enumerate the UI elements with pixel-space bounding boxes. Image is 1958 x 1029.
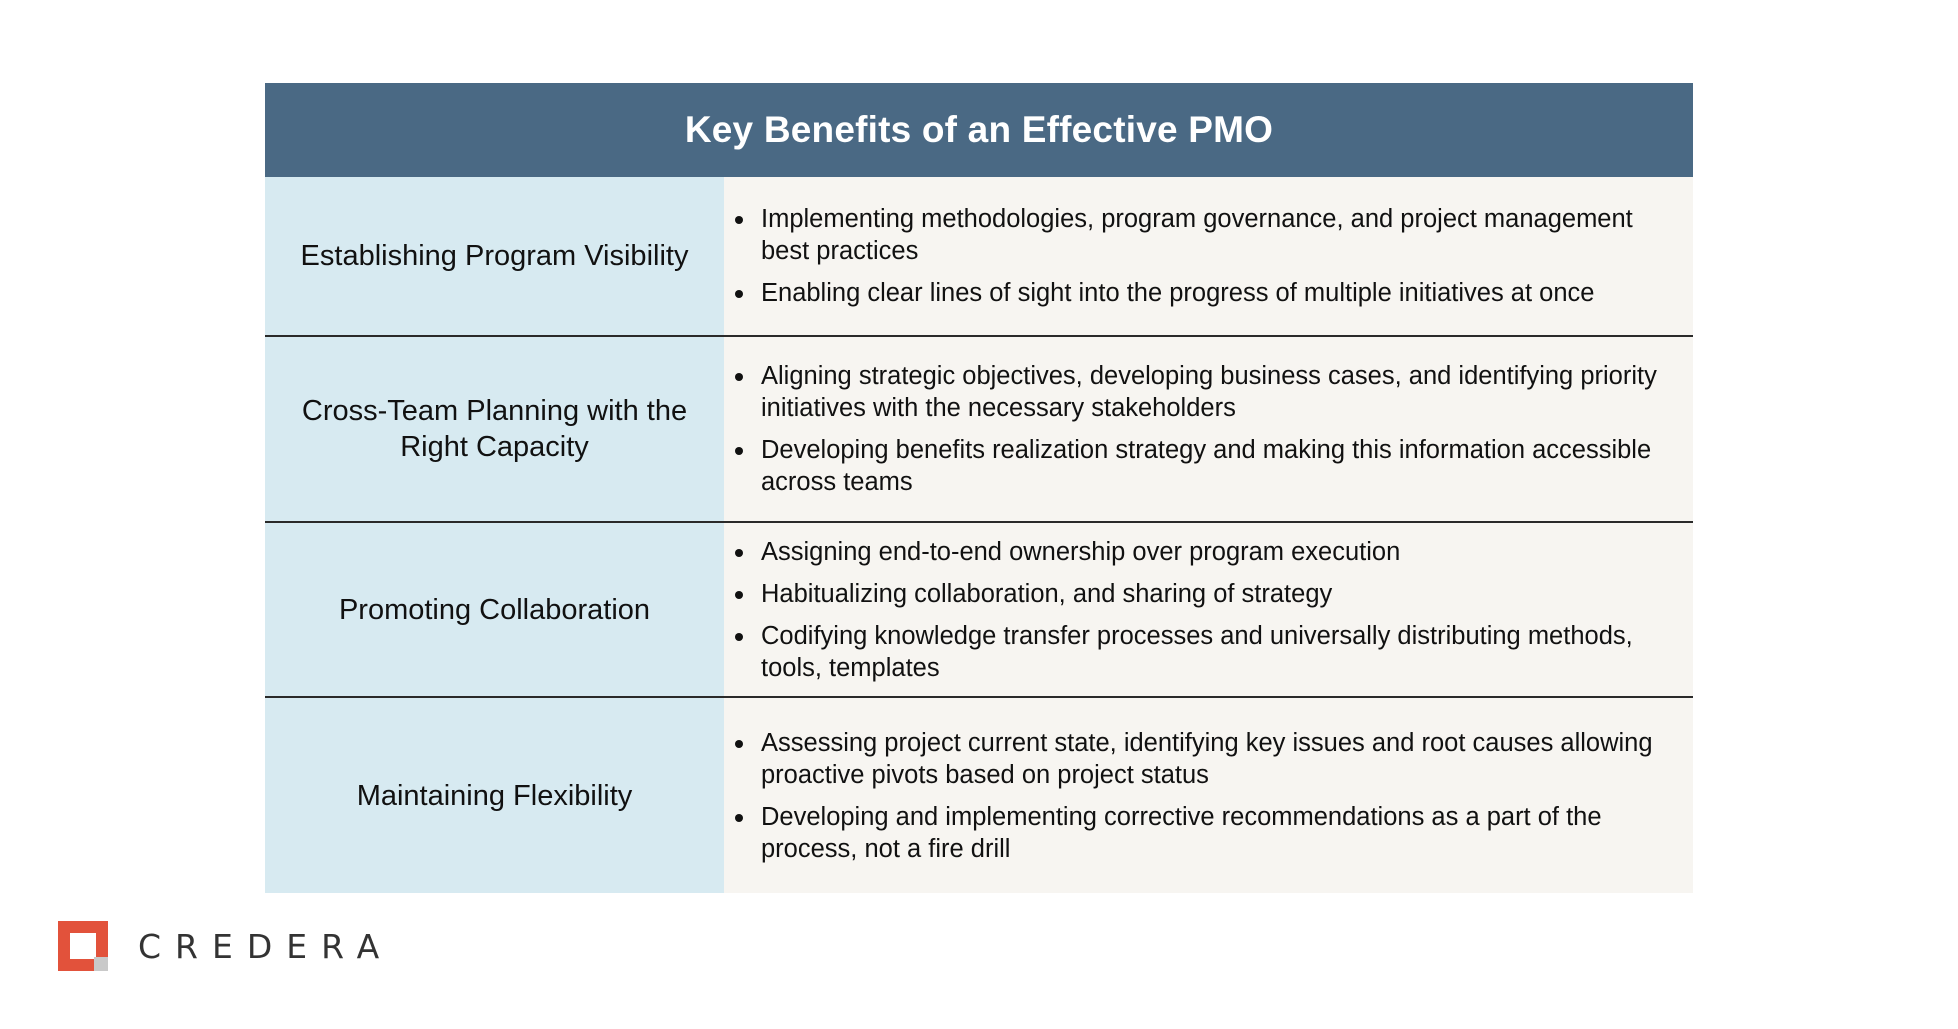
bullet-list (724, 717, 1663, 875)
bullet-item: Enabling clear lines of sight into the progress of multiple initiatives at once (724, 277, 1663, 309)
row-content (724, 337, 1693, 521)
row-content (724, 523, 1693, 696)
benefits-table (265, 83, 1693, 893)
credera-logo (58, 921, 393, 971)
row-label: Promoting Collaboration (265, 523, 724, 696)
table-row (265, 698, 1693, 893)
bullet-item: Developing and implementing corrective recommendations as a part of the process, not a fire drill (724, 801, 1663, 865)
bullet-list (724, 193, 1663, 319)
table-row (265, 177, 1693, 337)
row-label: Establishing Program Visibility (265, 177, 724, 335)
table-row (265, 523, 1693, 698)
bullet-item: Aligning strategic objectives, developing business cases, and identifying priority initiatives with the necessary stakeholders (724, 360, 1663, 424)
bullet-list (724, 350, 1663, 508)
row-label: Maintaining Flexibility (265, 698, 724, 893)
bullet-item: Implementing methodologies, program governance, and project management best practices (724, 203, 1663, 267)
table-row (265, 337, 1693, 523)
row-content (724, 177, 1693, 335)
bullet-item: Assessing project current state, identifying key issues and root causes allowing proactive pivots based on project status (724, 727, 1663, 791)
logo-wordmark: CREDERA (138, 926, 394, 966)
table-title: Key Benefits of an Effective PMO (265, 83, 1693, 177)
bullet-list (724, 526, 1663, 694)
credera-logo-icon (58, 921, 108, 971)
bullet-item: Assigning end-to-end ownership over program execution (724, 536, 1663, 568)
bullet-item: Developing benefits realization strategy and making this information accessible across teams (724, 434, 1663, 498)
bullet-item: Codifying knowledge transfer processes and universally distributing methods, tools, templates (724, 620, 1663, 684)
bullet-item: Habitualizing collaboration, and sharing of strategy (724, 578, 1663, 610)
row-label: Cross-Team Planning with the Right Capacity (265, 337, 724, 521)
row-content (724, 698, 1693, 893)
